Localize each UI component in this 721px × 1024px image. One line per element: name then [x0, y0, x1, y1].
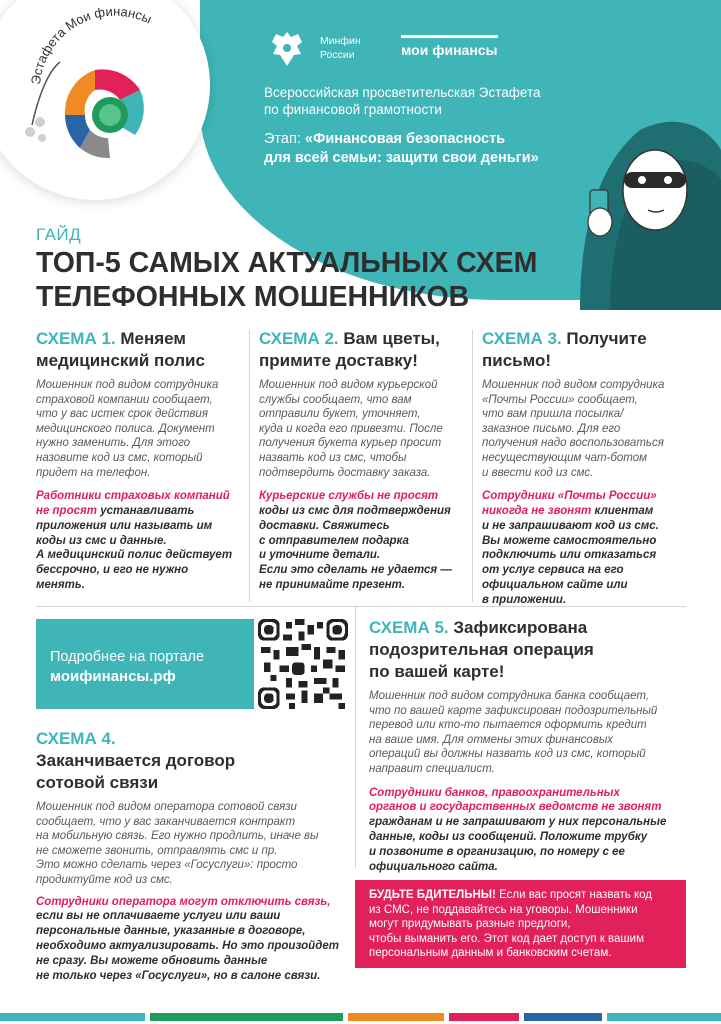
alert-line: персональным данным и банковским счетам. [369, 947, 612, 960]
scheme-4-desc [36, 800, 351, 888]
desc-line: что у вас истек срок действия [36, 408, 208, 421]
warn-pink-line: Сотрудники банков, правоохранительных [369, 786, 620, 799]
desc-line: Это можно сделать через «Госуслуги»: просто [36, 859, 298, 872]
desc-line: получения букета курьер просит [259, 437, 442, 450]
desc-line: нужно заменить. Для этого [36, 437, 191, 450]
scheme-3-title [482, 328, 692, 372]
desc-line: службы сообщает, что вам [259, 393, 412, 406]
desc-line: перевод или кто-то пытается оформить кредит [369, 719, 647, 732]
scheme-1-warning [36, 489, 246, 593]
warn-pink-line: органов и государственных ведомств не звонят [369, 801, 662, 814]
warn-pink-line: Сотрудники «Почты России» [482, 490, 657, 503]
stage-line2: для всей семьи: защити свои деньги» [264, 150, 539, 166]
desc-line: медицинского полиса. Документ [36, 422, 215, 435]
qr-code[interactable] [258, 619, 348, 709]
desc-line: Мошенник под видом сотрудника банка сообщает, [369, 690, 650, 702]
desc-line: «Почты России» сообщает, [482, 393, 638, 406]
stripe-teal [0, 1013, 145, 1021]
desc-line: Мошенник под видом оператора сотовой связи [36, 801, 297, 813]
scheme-4-warning [36, 895, 351, 984]
warn-line: Вы можете самостоятельно [482, 534, 657, 547]
scheme-5-warning [369, 786, 699, 875]
minfin-label [320, 34, 361, 62]
stripe-teal-2 [607, 1013, 721, 1021]
warn-line: А медицинский полис действует [36, 549, 233, 562]
scheme-2 [259, 328, 469, 593]
warn-line: коды из смс для подтверждения [259, 504, 451, 517]
stage-line1: «Финансовая безопасность [304, 131, 506, 147]
desc-line: получения надо воспользоваться [482, 437, 664, 450]
warn-line: данные, коды из сообщений. Положите трубку [369, 830, 648, 843]
warn-line: от услуг сервиса на его [482, 564, 624, 577]
scheme-1-num: СХЕМА 1. [36, 329, 116, 348]
scheme-5-title-c: по вашей карте! [369, 662, 505, 681]
portal-box [36, 619, 254, 709]
desc-line: Мошенник под видом курьерской [259, 379, 438, 391]
stripe-green [150, 1013, 343, 1021]
scheme-4-title-a: Заканчивается договор [36, 751, 236, 770]
scheme-1-title [36, 328, 246, 372]
scheme-5-title [369, 617, 699, 683]
scheme-5-num: СХЕМА 5. [369, 618, 449, 637]
stage-prefix: Этап: [264, 131, 305, 147]
alert-line: чтобы выманить его. Этот код дает доступ к вашим [369, 932, 644, 945]
desc-line: операций вы должны назвать код из смс, который [369, 748, 646, 761]
alert-line: Если вас просят назвать код [495, 889, 652, 901]
scheme-2-desc [259, 378, 469, 480]
warn-line: гражданам и не запрашивают у них персональные [369, 816, 667, 829]
desc-line: на мобильную связь. Его нужно продлить, иначе вы [36, 830, 319, 843]
warn-pink-line: не просят [36, 504, 98, 517]
header-subtitle [264, 84, 541, 118]
scheme-2-title [259, 328, 469, 372]
warn-line: подключить или отказаться [482, 549, 657, 562]
warn-line: с отправителем подарка [259, 534, 409, 547]
scheme-3-title-a: Получите [561, 329, 647, 348]
warn-line: в приложении. [482, 593, 567, 606]
desc-line: назовите код из смс, который [36, 451, 203, 464]
guide-label: ГАЙД [36, 225, 82, 244]
scheme-5-desc [369, 689, 699, 777]
desc-line: придет на телефон. [36, 466, 151, 479]
page-title [36, 246, 596, 314]
desc-line: не сможете звонить, отправлять смс и пр. [36, 844, 278, 857]
warn-line: и уточните детали. [259, 549, 381, 562]
warn-line: официальном сайте или [482, 578, 628, 591]
warn-line: коды из смс и данные. [36, 534, 167, 547]
title-line2: ТЕЛЕФОННЫХ МОШЕННИКОВ [36, 281, 470, 313]
desc-line: и ввести код из смс. [482, 466, 594, 479]
warn-line: и позвоните в организацию, по номеру с ее [369, 845, 625, 858]
scheme-2-num: СХЕМА 2. [259, 329, 339, 348]
warn-pink-line: Работники страховых компаний [36, 490, 230, 503]
desc-line: отправили букет, уточняет, [259, 408, 421, 421]
warn-line: и не запрашивают код из смс. [482, 519, 659, 532]
title-line1: ТОП-5 САМЫХ АКТУАЛЬНЫХ СХЕМ [36, 247, 538, 279]
relay-logo [0, 0, 210, 200]
stripe-orange [348, 1013, 444, 1021]
scheme-3-warning [482, 489, 692, 607]
scheme-5-title-b: подозрительная операция [369, 640, 594, 659]
brand-name: мои финансы [401, 42, 498, 58]
warn-line: Если это сделать не удается — [259, 564, 452, 577]
desc-line: сообщает, что у вас заканчивается контракт [36, 815, 296, 828]
desc-line: на ваше имя. Для отмены этих финансовых [369, 733, 614, 746]
warn-pink-line: никогда не звонят [482, 504, 592, 517]
scheme-4 [36, 728, 351, 983]
desc-line: что вам пришла посылка/ [482, 408, 624, 421]
divider-3 [355, 606, 356, 868]
relay-logo-text: Эстафета Мои финансы [27, 3, 155, 86]
desc-line: подтвердить доставку заказа. [259, 466, 431, 479]
warn-line: не только через «Госуслуги», но в салоне связи. [36, 969, 321, 982]
alert-text [369, 888, 679, 961]
desc-line: что по вашей карте зафиксирован подозрительный [369, 704, 658, 717]
divider-1 [249, 330, 250, 602]
subtitle-line2: по финансовой грамотности [264, 102, 442, 117]
minfin-line1: Минфин [320, 35, 361, 47]
warn-line: клиентам [591, 504, 654, 517]
stripe-pink [449, 1013, 519, 1021]
scheme-3 [482, 328, 692, 608]
scheme-2-title-a: Вам цветы, [338, 329, 440, 348]
subtitle-line1: Всероссийская просветительская Эстафета [264, 85, 541, 100]
scheme-2-title-b: примите доставку! [259, 351, 418, 370]
scheme-1-title-a: Меняем [115, 329, 186, 348]
warn-pink-line: Курьерские службы не просят [259, 490, 439, 503]
scheme-1-desc [36, 378, 246, 480]
stripe-blue [524, 1013, 602, 1021]
scheme-5-title-a: Зафиксирована [448, 618, 588, 637]
alert-box [355, 880, 686, 968]
warn-line: бессрочно, и его не нужно [36, 564, 189, 577]
desc-line: продиктуйте код из смс. [36, 873, 173, 886]
desc-line: назвать код из смс, чтобы [259, 451, 407, 464]
warn-line: не сразу. Вы можете обновить данные [36, 954, 268, 967]
desc-line: направит специалист. [369, 762, 495, 775]
warn-line: устанавливать [97, 504, 195, 517]
portal-link[interactable]: моифинансы.рф [50, 668, 176, 685]
relay-logo-graphic [0, 0, 210, 200]
warn-line: если вы не оплачиваете услуги или ваши [36, 910, 281, 923]
minfin-line2: России [320, 49, 355, 61]
scheme-5 [369, 617, 699, 874]
alert-line: из СМС, не поддавайтесь на уговоры. Мошенники [369, 903, 638, 916]
minfin-eagle-icon [264, 28, 310, 70]
scheme-2-warning [259, 489, 469, 593]
desc-line: заказное письмо. Для его [482, 422, 621, 435]
warn-line: официального сайта. [369, 860, 498, 873]
scheme-3-title-b: письмо! [482, 351, 552, 370]
portal-label: Подробнее на портале [50, 649, 205, 665]
stage-label [264, 130, 539, 168]
alert-bold: БУДЬТЕ БДИТЕЛЬНЫ! [369, 889, 496, 901]
brand-bar [401, 35, 498, 38]
desc-line: куда и когда его привезти. После [259, 422, 443, 435]
warn-line: персональные данные, указанные в договоре, [36, 925, 306, 938]
warn-pink-line: Сотрудники оператора могут отключить связь, [36, 895, 331, 908]
warn-line: доставки. Свяжитесь [259, 519, 390, 532]
scheme-4-num: СХЕМА 4. [36, 729, 116, 748]
scheme-1 [36, 328, 246, 593]
desc-line: несуществующим чат-ботом [482, 451, 647, 464]
desc-line: Мошенник под видом сотрудника [482, 379, 665, 391]
scheme-4-title-b: сотовой связи [36, 773, 159, 792]
warn-line: не принимайте презент. [259, 578, 405, 591]
divider-2 [472, 330, 473, 602]
scheme-3-num: СХЕМА 3. [482, 329, 562, 348]
alert-line: могут придумывать разные предлоги, [369, 918, 571, 931]
warn-line: менять. [36, 578, 85, 591]
warn-line: приложения или называть им [36, 519, 213, 532]
desc-line: страховой компании сообщает, [36, 393, 213, 406]
warn-line: необходимо актуализировать. Но это произойдет [36, 939, 339, 952]
scheme-4-title [36, 728, 351, 794]
desc-line: Мошенник под видом сотрудника [36, 379, 219, 391]
scheme-1-title-b: медицинский полис [36, 351, 205, 370]
scheme-3-desc [482, 378, 692, 480]
